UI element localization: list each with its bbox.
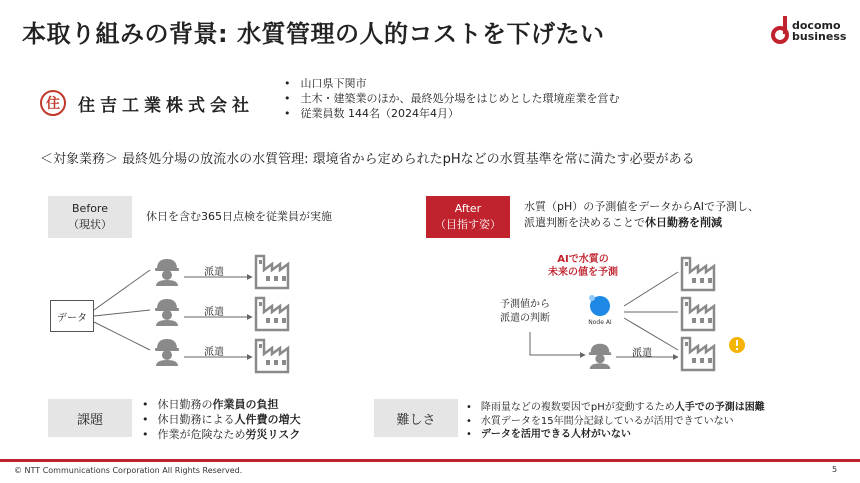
dispatch-label: 派遣	[632, 348, 652, 359]
factory-icon	[682, 258, 714, 290]
company-name: 住吉工業株式会社	[78, 95, 254, 116]
judge-line2: 派遣の判断	[500, 313, 550, 324]
copyright-notice: © NTT Communications Corporation All Rights Reserved.	[14, 466, 243, 475]
factory-icon	[256, 256, 288, 288]
before-link	[94, 270, 150, 310]
difficulty-list	[466, 401, 765, 442]
node-ai-label: Node AI	[588, 319, 612, 326]
dispatch-judgement-label	[500, 298, 550, 326]
factory-icon	[256, 340, 288, 372]
company-fact: • 土木・建築業のほか、最終処分場をはじめとした環境産業を営む	[284, 91, 620, 106]
worker-icon	[155, 339, 179, 366]
worker-icon	[155, 259, 179, 286]
difficulty-item: • 降雨量などの複数要因でpHが変動するため人手での予測は困難	[466, 401, 765, 415]
dispatch-label: 派遣	[204, 347, 224, 358]
difficulty-item: • データを活用できる人材がいない	[466, 428, 765, 442]
dispatch-label: 派遣	[204, 267, 224, 278]
issues-label: 課題	[48, 399, 132, 437]
issue-item: • 休日勤務の作業員の負担	[142, 397, 301, 412]
after-label-line1: After	[454, 202, 482, 215]
before-label-line2: （現状）	[68, 218, 112, 231]
worker-icon	[589, 344, 611, 369]
ai-note-line2: 未来の値を予測	[548, 267, 618, 278]
warning-icon	[729, 337, 745, 353]
company-fact: • 山口県下関市	[284, 76, 620, 91]
difficulty-item: • 水質データを15年間分記録しているが活用できていない	[466, 415, 765, 429]
worker-icon	[155, 299, 179, 326]
factory-icon	[682, 338, 714, 370]
page-number: 5	[832, 465, 838, 474]
after-desc-line1: 水質（pH）の予測値をデータからAIで予測し、	[524, 200, 760, 213]
factory-icon	[682, 298, 714, 330]
issue-item: • 作業が危険なため労災リスク	[142, 427, 301, 442]
ai-link	[624, 272, 678, 306]
node-ai-icon	[589, 295, 610, 316]
company-fact: • 従業員数 144名（2024年4月）	[284, 106, 620, 121]
ai-note-line1: AIで水質の	[557, 254, 609, 265]
before-label-line1: Before	[72, 202, 108, 215]
company-mark-icon: 住	[40, 90, 66, 116]
difficulty-label: 難しさ	[374, 399, 458, 437]
factory-icon	[256, 298, 288, 330]
data-document-icon: データ	[50, 300, 94, 332]
decision-path	[530, 332, 585, 355]
footer-divider	[0, 459, 860, 462]
issue-item: • 休日勤務による人件費の増大	[142, 412, 301, 427]
judge-line1: 予測値から	[500, 299, 550, 310]
brand-line2: business	[792, 30, 847, 43]
after-desc-emphasis: 休日勤務を削減	[645, 216, 722, 229]
before-description: 休日を含む365日点検を従業員が実施	[146, 210, 332, 223]
before-link	[94, 322, 150, 350]
after-label-line2: （目指す姿）	[435, 218, 501, 231]
target-task: ＜対象業務＞ 最終処分場の放流水の水質管理: 環境省から定められたpHなどの水質基準を常に満たす必要がある	[40, 152, 695, 167]
slide-title: 本取り組みの背景: 水質管理の人的コストを下げたい	[22, 20, 605, 48]
brand-line1: docomo	[792, 19, 841, 32]
after-desc-line2: 派遣判断を決めることで	[524, 216, 645, 229]
issues-list	[142, 397, 301, 442]
dispatch-label: 派遣	[204, 307, 224, 318]
ai-prediction-note	[548, 253, 618, 279]
before-link	[94, 310, 150, 316]
